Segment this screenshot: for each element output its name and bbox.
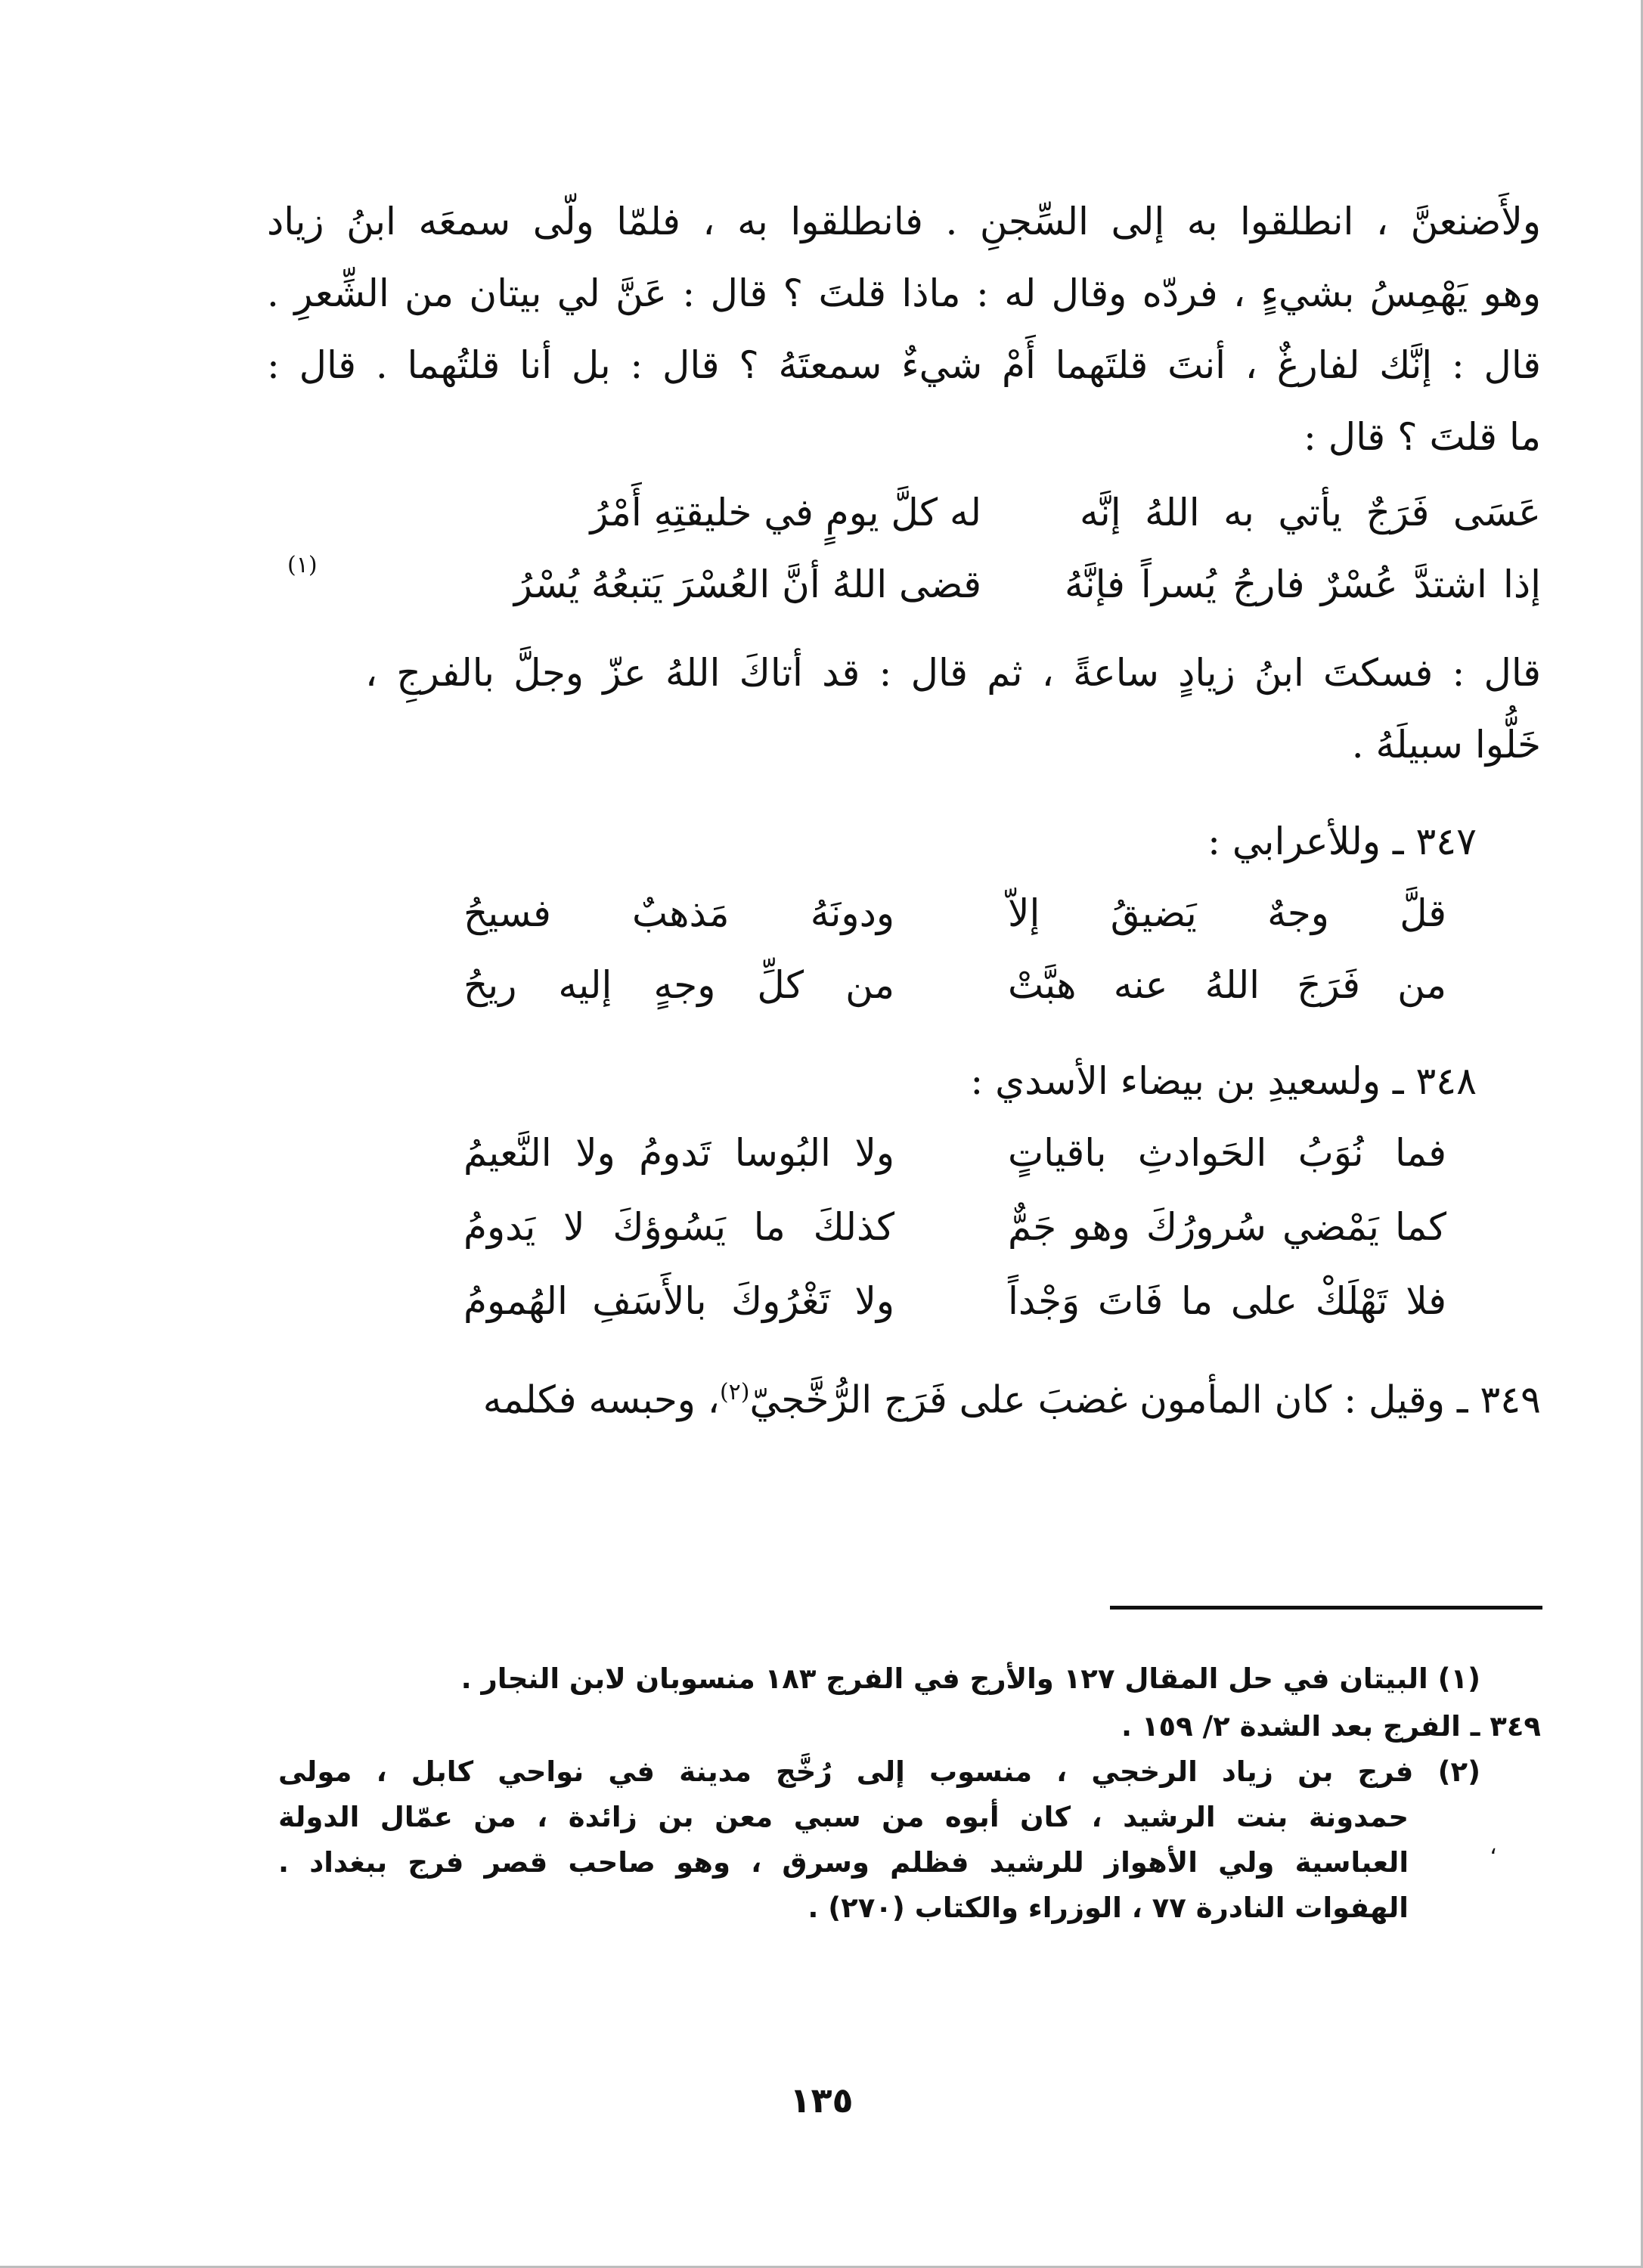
body-line-4: ما قلتَ ؟ قال : <box>1304 415 1541 459</box>
footnote-2-line-3: العباسية ولي الأهواز للرشيد فظلم وسرق ، وهو صاحب قصر فرج ببغداد . <box>278 1846 1409 1879</box>
entry-347-verse2-second: من كلِّ وجهٍ إليه ريحُ <box>463 963 894 1007</box>
body-line-2: وهو يَهْمِسُ بشيءٍ ، فردّه وقال له : ماذا قلتَ ؟ قال : عَنَّ لي بيتان من الشِّعرِ . <box>267 271 1541 315</box>
entry-349-tail-text: ، وحبسه فكلمه <box>482 1377 720 1422</box>
entry-348-verse3-first: فلا تَهْلَكْ على ما فَاتَ وَجْداً <box>1008 1279 1446 1323</box>
poem1-verse1-first: عَسَى فَرَجٌ يأتي به اللهُ إنَّه <box>1080 491 1541 534</box>
footnote-ref-1: (١) <box>287 552 318 578</box>
entry-349-line <box>483 1366 1541 1427</box>
entry-347-verse1-second: ودونَهُ مَذهبٌ فسيحُ <box>463 891 894 935</box>
entry-348-verse2-first: كما يَمْضي سُرورُكَ وهو جَمٌّ <box>1008 1205 1446 1249</box>
entry-348-verse1-first: فما نُوَبُ الحَوادثِ باقياتٍ <box>1008 1131 1446 1175</box>
entry-348-verse3-second: ولا تَغْرُوكَ بالأَسَفِ الهُمومُ <box>463 1279 894 1323</box>
entry-348-heading: ٣٤٨ ـ ولسعيدِ بن بيضاء الأسدي : <box>970 1059 1477 1103</box>
footnote-2-line-1: (٢) فرج بن زياد الرخجي ، منسوب إلى رُخَّج مدينة في نواحي كابل ، مولى <box>278 1755 1480 1788</box>
footnote-2-line-2: حمدونة بنت الرشيد ، كان أبوه من سبي معن بن زائدة ، من عمّال الدولة <box>278 1801 1409 1833</box>
body-line-1: ولأَضنعنَّ ، انطلقوا به إلى السِّجنِ . فانطلقوا به ، فلمّا ولّى سمعَه ابنُ زياد <box>267 200 1541 243</box>
entry-349-main-text: ٣٤٩ ـ وقيل : كان المأمون غضبَ على فَرَج الرُّخَّجيّ <box>749 1377 1541 1422</box>
entry-347-heading: ٣٤٧ ـ وللأعرابي : <box>1207 820 1477 863</box>
footnote-1: (١) البيتان في حل المقال ١٢٧ والأرج في الفرج ١٨٣ منسوبان لابن النجار . <box>460 1662 1480 1695</box>
footnote-ref-2: (٢) <box>719 1379 750 1405</box>
poem1-verse1-second: له كلَّ يومٍ في خليقتِهِ أَمْرُ <box>590 491 981 534</box>
body-line-3: قال : إنَّك لفارغٌ ، أنتَ قلتَهما أَمْ شيءٌ سمعتَهُ ؟ قال : بل أنا قلتُهما . قال : <box>267 343 1541 387</box>
poem1-verse2-first: إذا اشتدَّ عُسْرٌ فارجُ يُسراً فإنَّهُ <box>1065 562 1541 606</box>
poem1-verse2-second: قضى اللهُ أنَّ العُسْرَ يَتبعُهُ يُسْرُ <box>513 562 981 606</box>
entry-348-verse2-second: كذلكَ ما يَسُوؤكَ لا يَدومُ <box>463 1205 894 1249</box>
stray-mark: ، <box>1490 1833 1497 1860</box>
footnote-2-line-4: الهفوات النادرة ٧٧ ، الوزراء والكتاب (٢٧٠) . <box>808 1892 1409 1924</box>
entry-348-verse1-second: ولا البُوسا تَدومُ ولا النَّعيمُ <box>463 1131 894 1175</box>
footnote-separator <box>1110 1606 1542 1610</box>
source-note-349: ٣٤٩ ـ الفرج بعد الشدة ٢/ ١٥٩ . <box>1121 1710 1541 1743</box>
body-line-6: خَلُّوا سبيلَهُ . <box>1351 723 1541 767</box>
entry-347-verse2-first: من فَرَجَ اللهُ عنه هبَّتْ <box>1008 963 1446 1007</box>
body-line-5: قال : فسكتَ ابنُ زيادٍ ساعةً ، ثم قال : قد أتاكَ اللهُ عزّ وجلَّ بالفرجِ ، <box>365 651 1541 695</box>
page-number: ١٣٥ <box>789 2080 854 2121</box>
entry-347-verse1-first: قلَّ وجهٌ يَضيقُ إلاّ <box>1008 891 1446 935</box>
